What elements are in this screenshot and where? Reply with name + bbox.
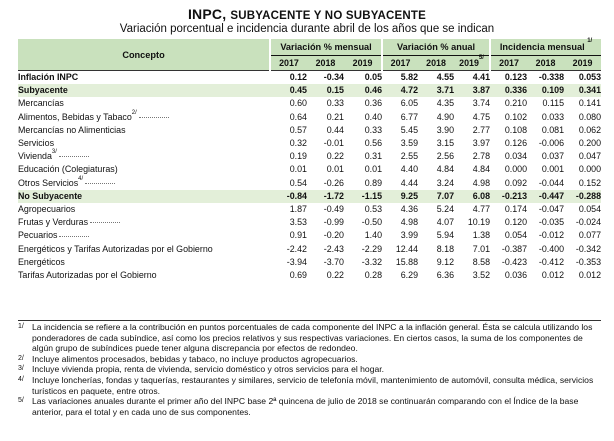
cell-variacion-mensual: -0.84 (270, 190, 307, 203)
table-row (18, 137, 601, 150)
cell-variacion-anual: 2.55 (400, 151, 419, 162)
cell-incidencia: 0.174 (504, 204, 528, 215)
row-concept (18, 229, 270, 242)
cell-incidencia: 0.341 (564, 84, 601, 97)
year-vm-2019: 2019 (344, 56, 382, 71)
cell-variacion-anual: 8.18 (436, 243, 455, 254)
cell-incidencia: 0.000 (504, 164, 528, 175)
cell-incidencia: -0.447 (527, 190, 564, 203)
row-concept (18, 256, 270, 269)
year-vm-2018: 2018 (307, 56, 344, 71)
cell-variacion-anual: 4.72 (382, 84, 418, 97)
cell-variacion-mensual: 0.15 (307, 84, 344, 97)
header-concepto: Concepto (18, 39, 270, 71)
row-footnote-mark: 2/ (131, 109, 137, 116)
cell-variacion-anual: 3.97 (472, 138, 491, 149)
table-row (18, 97, 601, 110)
cell-variacion-anual: 8.58 (472, 256, 491, 267)
table-row (18, 111, 601, 124)
inpc-table (18, 39, 601, 282)
cell-variacion-mensual: 0.53 (364, 204, 383, 215)
row-concept (18, 124, 270, 137)
row-leader-dots (90, 222, 120, 223)
header-incidencia-sup: 1/ (587, 38, 593, 44)
row-leader-dots (139, 117, 169, 118)
row-label: Subyacente (18, 85, 68, 96)
cell-variacion-mensual: -1.15 (344, 190, 382, 203)
cell-variacion-mensual: 0.60 (289, 98, 307, 109)
cell-incidencia: -0.412 (538, 256, 565, 267)
cell-incidencia: -0.006 (538, 138, 565, 149)
year-inc-2018: 2018 (527, 56, 564, 71)
cell-variacion-anual: 5.94 (436, 230, 455, 241)
year-va-2019 (454, 56, 490, 71)
title-part-components: SUBYACENTE Y NO SUBYACENTE (230, 10, 427, 22)
cell-incidencia: 0.200 (578, 138, 602, 149)
cell-incidencia: 0.037 (541, 151, 565, 162)
row-label: Energéticos y Tarifas Autorizadas por el Gobierno (18, 243, 213, 254)
cell-variacion-anual: 4.98 (400, 217, 419, 228)
cell-variacion-anual: 4.90 (436, 111, 455, 122)
cell-variacion-anual: 3.52 (472, 270, 491, 281)
cell-variacion-mensual: -1.72 (307, 190, 344, 203)
footnote-mark: 1/ (18, 323, 24, 330)
row-concept (18, 97, 270, 110)
cell-incidencia: 0.034 (504, 151, 528, 162)
cell-incidencia: -0.423 (501, 256, 528, 267)
cell-incidencia: -0.342 (575, 243, 602, 254)
cell-incidencia: 0.108 (504, 124, 528, 135)
footnote (18, 364, 603, 375)
row-label: Mercancías (18, 98, 64, 109)
cell-variacion-anual: 10.19 (467, 217, 491, 228)
cell-variacion-anual: 4.41 (454, 71, 490, 85)
row-concept (18, 269, 270, 282)
cell-variacion-anual: 4.84 (436, 164, 455, 175)
cell-variacion-anual: 3.87 (454, 84, 490, 97)
row-label: No Subyacente (18, 190, 83, 201)
row-footnote-mark: 3/ (51, 149, 57, 156)
footnote-text: La incidencia se refiere a la contribución en puntos porcentuales de cada componente del INPC a la inflación general. Ésta se calcula utilizando los ponderadores de cada subíndice, así como los precios relativos y sus respectivas variaciones. En ciertos casos, la suma de los componentes de algún grupo de subíndices puede tener alguna discrepancia por efectos de redondeo. (32, 322, 593, 354)
cell-incidencia: -0.400 (538, 243, 565, 254)
cell-variacion-mensual: -0.99 (323, 217, 344, 228)
cell-variacion-mensual: 0.69 (289, 270, 307, 281)
cell-incidencia: 0.012 (541, 270, 565, 281)
cell-variacion-mensual: 0.46 (344, 84, 382, 97)
header-variacion-mensual (270, 39, 382, 56)
row-label: Otros Servicios (18, 177, 79, 188)
cell-variacion-mensual: 0.28 (364, 270, 383, 281)
cell-incidencia: 0.054 (504, 230, 528, 241)
cell-variacion-anual: 3.15 (436, 138, 455, 149)
cell-variacion-mensual: -2.29 (361, 243, 383, 254)
cell-variacion-mensual: 0.56 (364, 138, 383, 149)
header-incidencia (490, 39, 601, 56)
cell-variacion-mensual: 0.45 (270, 84, 307, 97)
cell-incidencia: -0.338 (527, 71, 564, 85)
cell-variacion-mensual: -0.01 (323, 138, 344, 149)
year-va-2019-sup: 5/ (478, 55, 484, 61)
footnote (18, 322, 603, 354)
cell-variacion-anual: 4.77 (472, 204, 491, 215)
cell-variacion-anual: 5.82 (382, 71, 418, 85)
table-row (18, 177, 601, 190)
year-vm-2017: 2017 (270, 56, 307, 71)
cell-variacion-mensual: 0.36 (364, 98, 383, 109)
cell-incidencia: 0.126 (504, 138, 528, 149)
cell-variacion-anual: 12.44 (395, 243, 419, 254)
cell-incidencia: 0.152 (578, 177, 602, 188)
page-subtitle: Variación porcentual e incidencia durante abril de los años que se indican (119, 23, 495, 35)
row-footnote-mark: 4/ (78, 175, 84, 182)
footnote-mark: 4/ (18, 375, 24, 383)
cell-incidencia: 0.120 (504, 217, 528, 228)
cell-incidencia: 0.336 (490, 84, 527, 97)
cell-incidencia: 0.080 (578, 111, 602, 122)
cell-variacion-anual: 4.35 (436, 98, 455, 109)
header-variacion-mensual-label: Variación % mensual (280, 42, 372, 52)
cell-variacion-anual: 4.44 (400, 177, 419, 188)
cell-variacion-anual: 2.78 (472, 151, 491, 162)
title-part-inpc: INPC, (187, 6, 231, 22)
cell-variacion-anual: 2.56 (436, 151, 455, 162)
cell-incidencia: 0.109 (527, 84, 564, 97)
cell-incidencia: 0.036 (504, 270, 528, 281)
header-variacion-anual-label: Variación % anual (396, 42, 476, 52)
row-concept (18, 190, 270, 203)
cell-variacion-anual: 5.24 (436, 204, 455, 215)
cell-incidencia: 0.092 (504, 177, 528, 188)
table-bottom-rule (18, 320, 601, 321)
cell-variacion-mensual: 0.21 (326, 111, 344, 122)
table-row (18, 190, 601, 203)
cell-variacion-anual: 7.01 (472, 243, 491, 254)
row-concept (18, 111, 270, 124)
table-row (18, 124, 601, 137)
cell-variacion-anual: 3.99 (400, 230, 419, 241)
cell-incidencia: 0.077 (578, 230, 602, 241)
cell-variacion-anual: 4.98 (472, 177, 491, 188)
page-title (0, 6, 614, 22)
table-row (18, 150, 601, 163)
cell-variacion-anual: 4.84 (472, 164, 491, 175)
cell-incidencia: 0.000 (578, 164, 602, 175)
cell-incidencia: 0.141 (578, 98, 602, 109)
cell-incidencia: 0.012 (578, 270, 602, 281)
cell-variacion-mensual: 0.01 (364, 164, 383, 175)
row-concept (18, 177, 270, 190)
cell-variacion-anual: 4.40 (400, 164, 419, 175)
row-label: Alimentos, Bebidas y Tabaco (18, 111, 132, 122)
table-row (18, 256, 601, 269)
cell-variacion-anual: 1.38 (472, 230, 491, 241)
cell-variacion-anual: 4.36 (400, 204, 419, 215)
cell-variacion-mensual: -3.70 (323, 256, 344, 267)
row-label: Servicios (18, 138, 55, 149)
cell-incidencia: -0.047 (538, 204, 565, 215)
cell-variacion-mensual: -0.49 (323, 204, 344, 215)
table-row (18, 229, 601, 242)
cell-variacion-anual: 6.29 (400, 270, 419, 281)
cell-variacion-mensual: 1.87 (289, 204, 307, 215)
footnote (18, 354, 603, 365)
cell-variacion-mensual: 0.12 (270, 71, 307, 85)
footnote (18, 375, 603, 396)
footnote-text: Incluye alimentos procesados, bebidas y tabaco, no incluye productos agropecuarios. (32, 353, 358, 364)
cell-variacion-mensual: 0.40 (364, 111, 383, 122)
cell-variacion-mensual: 0.19 (289, 151, 307, 162)
cell-variacion-mensual: -0.50 (361, 217, 383, 228)
cell-incidencia: 0.001 (541, 164, 565, 175)
cell-incidencia: 0.081 (541, 124, 565, 135)
cell-variacion-mensual: 0.01 (326, 164, 344, 175)
cell-incidencia: 0.210 (504, 98, 528, 109)
year-va-2018: 2018 (418, 56, 454, 71)
cell-variacion-anual: 4.07 (436, 217, 455, 228)
row-concept (18, 163, 270, 176)
cell-variacion-anual: 6.36 (436, 270, 455, 281)
cell-variacion-mensual: 0.33 (326, 98, 344, 109)
table-row (18, 216, 601, 229)
cell-variacion-anual: 7.07 (418, 190, 454, 203)
cell-variacion-mensual: 0.01 (289, 164, 307, 175)
cell-variacion-anual: 15.88 (395, 256, 419, 267)
cell-variacion-mensual: 0.91 (289, 230, 307, 241)
cell-variacion-mensual: 0.22 (326, 151, 344, 162)
cell-variacion-mensual: 3.53 (289, 217, 307, 228)
table-row (18, 243, 601, 256)
cell-incidencia: 0.062 (578, 124, 602, 135)
cell-variacion-anual: 2.77 (472, 124, 491, 135)
row-concept (18, 216, 270, 229)
cell-incidencia: 0.102 (504, 111, 528, 122)
footnote-text: Incluye vivienda propia, renta de vivienda, servicio doméstico y otros servicios para el hogar. (32, 364, 385, 375)
cell-incidencia: 0.115 (542, 98, 565, 109)
footnote-mark: 2/ (18, 354, 24, 362)
cell-variacion-mensual: 0.44 (326, 124, 344, 135)
row-label: Frutas y Verduras (18, 217, 89, 228)
cell-incidencia: -0.044 (538, 177, 565, 188)
cell-variacion-mensual: -3.32 (361, 256, 383, 267)
cell-incidencia: -0.213 (490, 190, 527, 203)
row-label: Inflación INPC (18, 72, 79, 82)
row-concept (18, 203, 270, 216)
cell-variacion-mensual: -0.20 (323, 230, 344, 241)
footnote-mark: 3/ (18, 365, 24, 373)
row-label: Agropecuarios (18, 204, 76, 215)
cell-variacion-anual: 3.90 (436, 124, 455, 135)
cell-variacion-anual: 6.05 (400, 98, 419, 109)
table-row (18, 203, 601, 216)
cell-incidencia: 0.054 (578, 204, 602, 215)
footnotes (18, 322, 603, 417)
row-leader-dots (59, 156, 89, 157)
table-row (18, 84, 601, 97)
footnote-text: Incluye loncherías, fondas y taquerías, restaurantes y similares, servicio de telefonía móvil, mantenimiento de automóvil, consulta médica, servicios turísticos en paquete, entre otros. (32, 374, 594, 396)
year-inc-2019: 2019 (564, 56, 601, 71)
year-va-2019-label: 2019 (459, 58, 479, 68)
table-body (18, 71, 601, 283)
row-label: Pecuarios (18, 230, 58, 241)
cell-variacion-anual: 6.77 (400, 111, 419, 122)
table-row (18, 163, 601, 176)
cell-variacion-mensual: 0.33 (364, 124, 383, 135)
row-concept (18, 71, 270, 85)
cell-variacion-mensual: 0.05 (344, 71, 382, 85)
cell-variacion-mensual: 0.31 (364, 151, 383, 162)
cell-variacion-mensual: 0.22 (326, 270, 344, 281)
cell-incidencia: 0.033 (541, 111, 565, 122)
row-label: Energéticos (18, 256, 65, 267)
cell-incidencia: 0.047 (578, 151, 602, 162)
cell-variacion-mensual: 0.32 (289, 138, 307, 149)
cell-variacion-anual: 4.75 (472, 111, 491, 122)
cell-variacion-anual: 3.59 (400, 138, 419, 149)
cell-variacion-mensual: 0.57 (289, 124, 307, 135)
row-label: Vivienda (18, 151, 52, 162)
cell-variacion-anual: 6.08 (454, 190, 490, 203)
cell-variacion-mensual: -2.42 (286, 243, 307, 254)
cell-incidencia: -0.035 (538, 217, 565, 228)
cell-variacion-mensual: 0.89 (364, 177, 383, 188)
cell-variacion-mensual: 1.40 (364, 230, 383, 241)
row-label: Tarifas Autorizadas por el Gobierno (18, 270, 157, 281)
row-leader-dots (59, 236, 89, 237)
header-row-groups (18, 39, 601, 56)
cell-incidencia: -0.012 (538, 230, 565, 241)
cell-variacion-mensual: -0.26 (323, 177, 344, 188)
footnote-text: Las variaciones anuales durante el primer año del INPC base 2ª quincena de julio de 2018 se continuarán comparando con el Índice de la base anterior, para el total y en cada uno de sus componentes. (32, 396, 579, 417)
row-concept (18, 84, 270, 97)
cell-incidencia: 0.123 (490, 71, 527, 85)
cell-variacion-anual: 3.74 (472, 98, 491, 109)
footnote-mark: 5/ (18, 397, 24, 405)
cell-variacion-anual: 4.55 (418, 71, 454, 85)
cell-incidencia: -0.024 (575, 217, 602, 228)
cell-variacion-anual: 3.71 (418, 84, 454, 97)
cell-variacion-anual: 3.24 (436, 177, 455, 188)
cell-incidencia: -0.387 (501, 243, 528, 254)
cell-variacion-anual: 5.45 (400, 124, 419, 135)
cell-variacion-mensual: -3.94 (286, 256, 307, 267)
row-concept (18, 243, 270, 256)
cell-variacion-mensual: 0.64 (289, 111, 307, 122)
cell-variacion-mensual: -0.34 (307, 71, 344, 85)
table-row (18, 269, 601, 282)
cell-variacion-anual: 9.25 (382, 190, 418, 203)
header-variacion-anual (382, 39, 490, 56)
row-leader-dots (85, 183, 115, 184)
row-label: Mercancías no Alimenticias (18, 124, 126, 135)
cell-incidencia: -0.353 (575, 256, 602, 267)
year-inc-2017: 2017 (490, 56, 527, 71)
cell-variacion-mensual: 0.54 (289, 177, 307, 188)
table-row (18, 71, 601, 85)
cell-variacion-anual: 9.12 (436, 256, 455, 267)
header-incidencia-label: Incidencia mensual (499, 42, 585, 52)
cell-incidencia: -0.288 (564, 190, 601, 203)
cell-variacion-mensual: -2.43 (323, 243, 344, 254)
row-label: Educación (Colegiaturas) (18, 164, 118, 175)
footnote (18, 396, 603, 417)
year-va-2017: 2017 (382, 56, 418, 71)
cell-incidencia: 0.053 (564, 71, 601, 85)
row-concept (18, 150, 270, 163)
